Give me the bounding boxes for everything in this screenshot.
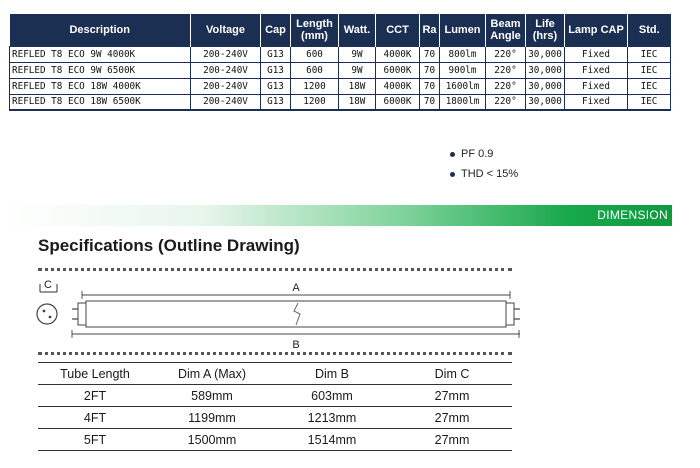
cell: 200-240V [191, 94, 261, 110]
header-dim-a: Dim A (Max) [152, 363, 272, 385]
cell: 30,000 [526, 94, 565, 110]
cell: 220° [486, 46, 526, 62]
dimension-table [38, 362, 512, 451]
cell: 30,000 [526, 62, 565, 78]
cell: IEC [628, 46, 671, 62]
header-watt: Watt. [339, 14, 376, 46]
cell: Fixed [565, 78, 628, 94]
table-row [38, 407, 512, 429]
bullet-dot-icon [450, 172, 455, 177]
header-voltage: Voltage [191, 14, 261, 46]
cell: 70 [420, 94, 440, 110]
product-spec-table [9, 14, 671, 111]
table-row [10, 94, 671, 110]
cell: 1800lm [440, 94, 486, 110]
cell: 70 [420, 62, 440, 78]
cell: 600 [291, 62, 339, 78]
cell: 4FT [38, 407, 152, 429]
cell: IEC [628, 78, 671, 94]
cell: 900lm [440, 62, 486, 78]
banner-label: DIMENSION [597, 208, 668, 222]
cell: G13 [261, 94, 291, 110]
table-row [10, 62, 671, 78]
header-std: Std. [628, 14, 671, 46]
header-tube-length: Tube Length [38, 363, 152, 385]
table-row [38, 385, 512, 407]
cell: Fixed [565, 62, 628, 78]
cell: 18W [339, 94, 376, 110]
cell: 4000K [376, 46, 420, 62]
cell: 1200 [291, 78, 339, 94]
bullet-item [450, 144, 518, 164]
cell: 27mm [392, 429, 512, 451]
cell: 6000K [376, 94, 420, 110]
header-life: Life (hrs) [526, 14, 565, 46]
cell: 589mm [152, 385, 272, 407]
cell: 6000K [376, 62, 420, 78]
dim-header-row [38, 363, 512, 385]
cell: G13 [261, 46, 291, 62]
cell: 220° [486, 78, 526, 94]
cell: 1200 [291, 94, 339, 110]
cell: 1213mm [272, 407, 392, 429]
header-lamp-cap: Lamp CAP [565, 14, 628, 46]
cell: 9W [339, 62, 376, 78]
cell: 70 [420, 78, 440, 94]
header-lumen: Lumen [440, 14, 486, 46]
cell: 9W [339, 46, 376, 62]
cell: 27mm [392, 385, 512, 407]
cell: 220° [486, 62, 526, 78]
cell: IEC [628, 94, 671, 110]
header-length: Length (mm) [291, 14, 339, 46]
table-row [10, 78, 671, 94]
cell: 220° [486, 94, 526, 110]
cell: 200-240V [191, 78, 261, 94]
tube-body [72, 301, 520, 327]
cell: REFLED T8 ECO 9W 4000K [10, 46, 191, 62]
spec-header-row [10, 14, 671, 46]
cell: 800lm [440, 46, 486, 62]
label-a: A [292, 282, 300, 294]
dimension-banner [0, 205, 672, 226]
header-dim-c: Dim C [392, 363, 512, 385]
cell: 1500mm [152, 429, 272, 451]
header-cap: Cap [261, 14, 291, 46]
dotted-divider-bottom [38, 352, 512, 355]
cell: 4000K [376, 78, 420, 94]
cell: REFLED T8 ECO 18W 6500K [10, 94, 191, 110]
end-cap-view [37, 279, 57, 324]
bullet-text: PF 0.9 [461, 148, 494, 160]
cell: 1600lm [440, 78, 486, 94]
header-dim-b: Dim B [272, 363, 392, 385]
cell: 603mm [272, 385, 392, 407]
bullet-item [450, 164, 518, 184]
cell: IEC [628, 62, 671, 78]
cell: 600 [291, 46, 339, 62]
cell: Fixed [565, 46, 628, 62]
cell: REFLED T8 ECO 9W 6500K [10, 62, 191, 78]
table-row [10, 46, 671, 62]
cell: 70 [420, 46, 440, 62]
cell: 1199mm [152, 407, 272, 429]
bullet-text: THD < 15% [461, 168, 519, 180]
outline-drawing [0, 270, 520, 350]
label-b: B [292, 339, 300, 350]
label-c: C [44, 279, 52, 291]
table-row [38, 429, 512, 451]
cell: 30,000 [526, 78, 565, 94]
header-cct: CCT [376, 14, 420, 46]
header-ra: Ra [420, 14, 440, 46]
cell: Fixed [565, 94, 628, 110]
header-description: Description [10, 14, 191, 46]
cell: 200-240V [191, 46, 261, 62]
cell: G13 [261, 62, 291, 78]
specifications-title: Specifications (Outline Drawing) [38, 236, 300, 255]
cell: 30,000 [526, 46, 565, 62]
cell: 2FT [38, 385, 152, 407]
feature-bullets [450, 144, 518, 184]
cell: 5FT [38, 429, 152, 451]
end-cap-circle-icon [37, 304, 57, 324]
header-beam-angle: Beam Angle [486, 14, 526, 46]
cell: G13 [261, 78, 291, 94]
bullet-dot-icon [450, 152, 455, 157]
cell: 1514mm [272, 429, 392, 451]
cell: 18W [339, 78, 376, 94]
cell: 200-240V [191, 62, 261, 78]
cell: REFLED T8 ECO 18W 4000K [10, 78, 191, 94]
cell: 27mm [392, 407, 512, 429]
